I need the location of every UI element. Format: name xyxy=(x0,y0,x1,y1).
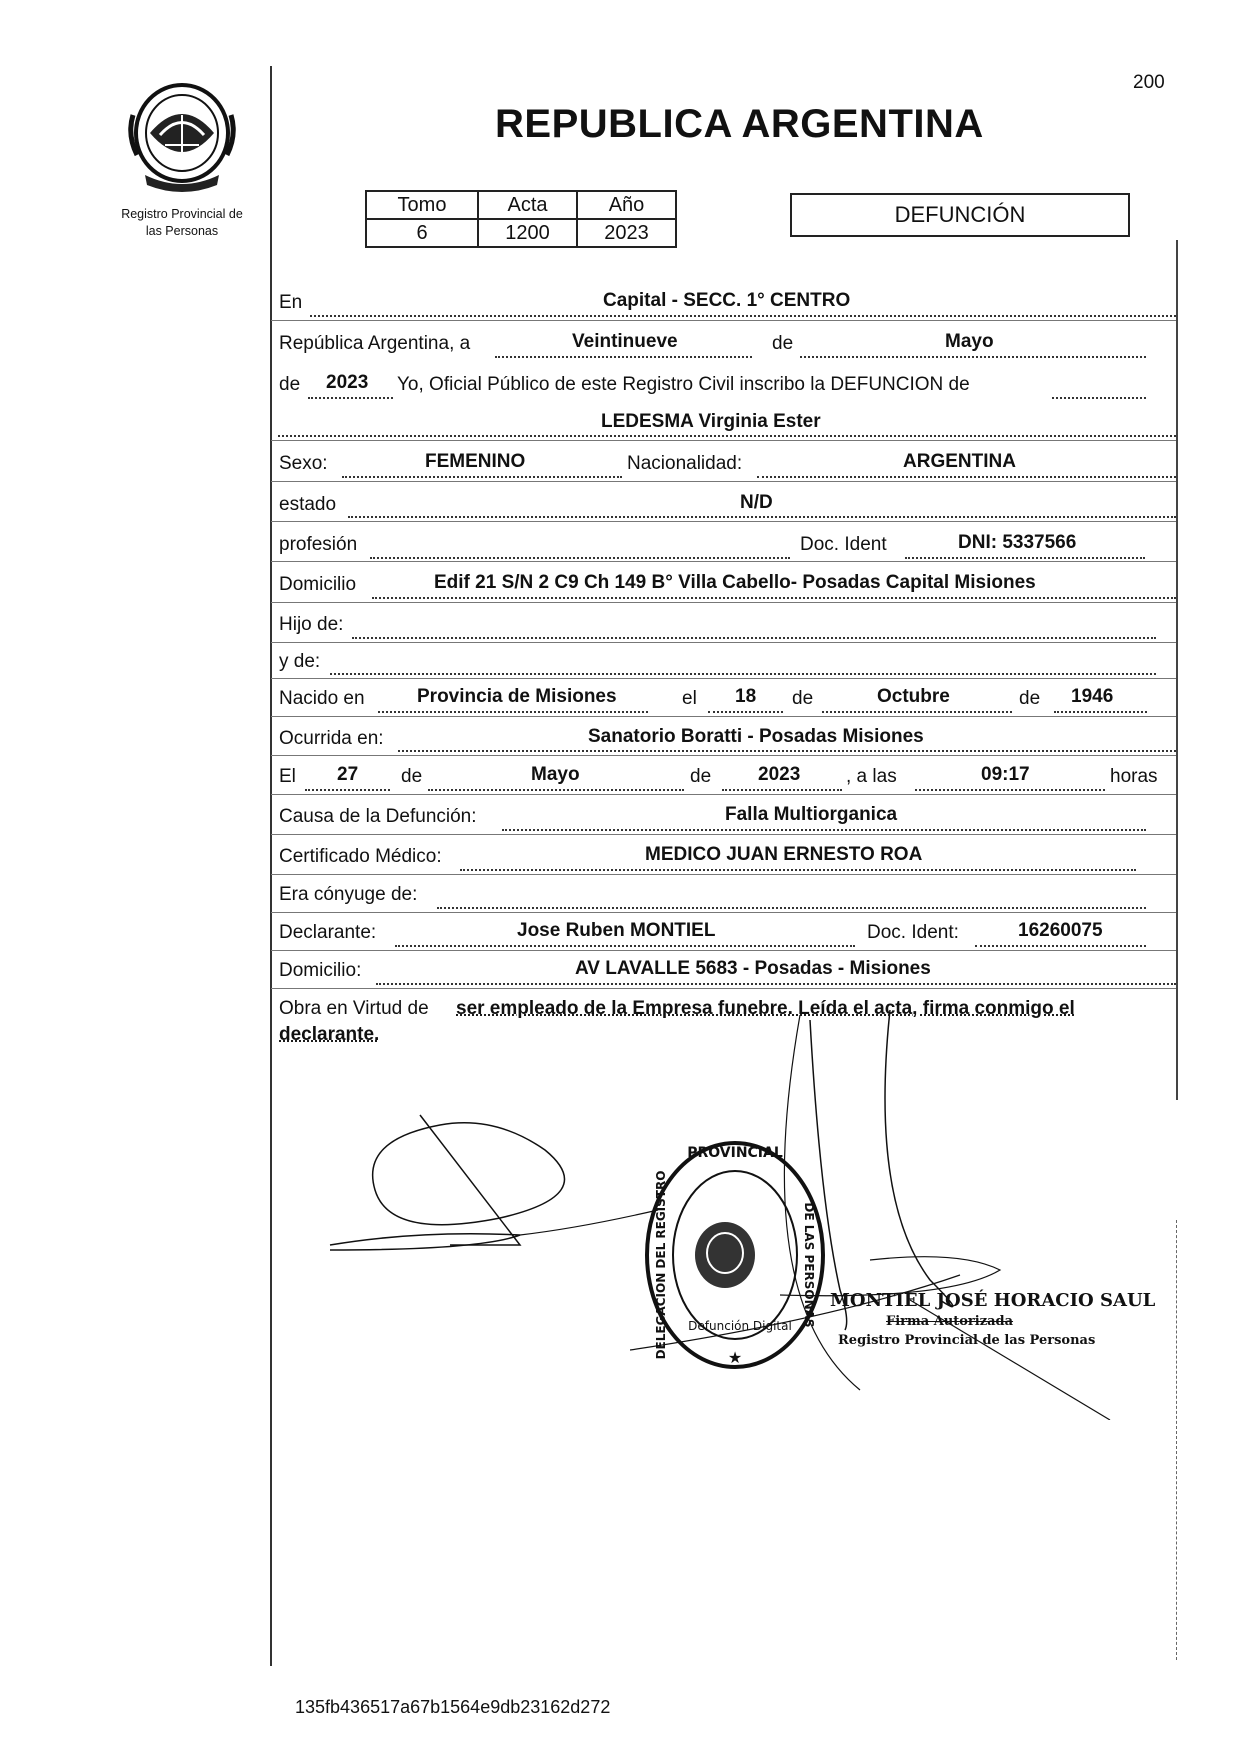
declarante-domicilio-value: AV LAVALLE 5683 - Posadas - Misiones xyxy=(575,958,931,979)
estado-line xyxy=(348,516,1176,518)
month-value: Mayo xyxy=(945,331,994,352)
de-year-label: de xyxy=(279,374,301,395)
nacionalidad-label: Nacionalidad: xyxy=(627,453,743,474)
inscribe-text: Yo, Oficial Público de este Registro Civil inscribo la DEFUNCION de xyxy=(397,374,970,395)
horas-label: horas xyxy=(1110,766,1158,787)
header-tomo: Tomo xyxy=(366,191,478,219)
de-label-3: de xyxy=(1019,688,1041,709)
hijo-label: Hijo de: xyxy=(279,614,344,635)
row-divider xyxy=(271,440,1176,441)
nacido-label: Nacido en xyxy=(279,688,365,709)
sexo-value: FEMENINO xyxy=(425,451,526,472)
year-line xyxy=(308,397,393,399)
profesion-label: profesión xyxy=(279,534,358,555)
estado-label: estado xyxy=(279,494,337,515)
en-label: En xyxy=(279,292,303,313)
sexo-line xyxy=(342,476,622,478)
alas-label: , a las xyxy=(846,766,897,787)
de-label-2: de xyxy=(792,688,814,709)
place-line xyxy=(310,315,1176,317)
row-divider xyxy=(271,794,1176,795)
header-anio: Año xyxy=(577,191,676,219)
month-line xyxy=(800,356,1146,358)
official-role: Firma Autorizada xyxy=(886,1314,1014,1329)
row-divider xyxy=(271,521,1176,522)
certificado-value: MEDICO JUAN ERNESTO ROA xyxy=(645,844,923,865)
row-divider xyxy=(271,874,1176,875)
svg-text:★: ★ xyxy=(727,1350,743,1367)
yde-line xyxy=(330,673,1156,675)
declarante-doc-line xyxy=(975,945,1146,947)
row-divider xyxy=(271,716,1176,717)
row-divider xyxy=(271,678,1176,679)
domicilio2-label: Domicilio: xyxy=(279,960,362,981)
row-divider xyxy=(271,481,1176,482)
republica-label: República Argentina, a xyxy=(279,333,471,354)
year-value: 2023 xyxy=(326,372,369,393)
obra-text: ser empleado de la Empresa funebre. Leída el acta, firma conmigo el xyxy=(456,998,1075,1019)
doc-ident-line xyxy=(905,557,1145,559)
row-divider xyxy=(271,642,1176,643)
row-divider xyxy=(271,834,1176,835)
domicilio-label: Domicilio xyxy=(279,574,357,595)
el-label: el xyxy=(682,688,697,709)
estado-value: N/D xyxy=(740,492,773,513)
svg-text:DE LAS PERSONAS: DE LAS PERSONAS xyxy=(802,1202,816,1328)
official-name: MONTIEL JOSÉ HORACIO SAUL xyxy=(830,1290,1156,1311)
right-margin-line xyxy=(1176,240,1178,1100)
conyuge-label: Era cónyuge de: xyxy=(279,884,418,905)
svg-text:DELEGACION DEL REGISTRO: DELEGACION DEL REGISTRO xyxy=(654,1170,668,1360)
certificado-line xyxy=(460,869,1136,871)
declarante-line xyxy=(395,945,855,947)
row-divider xyxy=(271,988,1176,989)
doc-ident2-label: Doc. Ident: xyxy=(867,922,959,943)
doc-ident-label: Doc. Ident xyxy=(800,534,887,555)
ocurrida-en-value: Sanatorio Boratti - Posadas Misiones xyxy=(588,726,924,747)
ocurrida-label: Ocurrida en: xyxy=(279,728,384,749)
row-divider xyxy=(271,561,1176,562)
birth-month-value: Octubre xyxy=(877,686,950,707)
row-divider xyxy=(271,602,1176,603)
death-year-value: 2023 xyxy=(758,764,801,785)
ocurrida-line xyxy=(398,750,1176,752)
birth-day-value: 18 xyxy=(735,686,757,707)
declarante-signature xyxy=(320,1110,660,1260)
record-type-box: DEFUNCIÓN xyxy=(790,193,1130,237)
death-time-line xyxy=(915,789,1105,791)
registry-caption: Registro Provincial de las Personas xyxy=(121,207,243,238)
obra-label: Obra en Virtud de xyxy=(279,998,429,1019)
de-label-4: de xyxy=(401,766,423,787)
sexo-label: Sexo: xyxy=(279,453,328,474)
provincia-misiones-seal xyxy=(125,75,240,195)
obra-text-2: declarante. xyxy=(279,1024,380,1045)
declarante-domicilio-line xyxy=(376,983,1176,985)
death-year-line xyxy=(722,789,842,791)
row-divider xyxy=(271,755,1176,756)
official-registry: Registro Provincial de las Personas xyxy=(838,1333,1096,1348)
header-acta: Acta xyxy=(478,191,577,219)
page-title: REPUBLICA ARGENTINA xyxy=(495,102,984,146)
domicilio-line xyxy=(372,597,1176,599)
record-table xyxy=(365,190,677,248)
svg-text:PROVINCIAL: PROVINCIAL xyxy=(687,1145,783,1161)
value-tomo: 6 xyxy=(366,219,478,247)
svg-text:Defunción Digital: Defunción Digital xyxy=(688,1319,792,1333)
page-number: 200 xyxy=(1133,72,1165,93)
place-value: Capital - SECC. 1° CENTRO xyxy=(603,290,851,311)
de-label-5: de xyxy=(690,766,712,787)
nacido-line xyxy=(378,711,648,713)
birth-year-value: 1946 xyxy=(1071,686,1114,707)
document-hash: 135fb436517a67b1564e9db23162d272 xyxy=(295,1697,611,1717)
death-day-value: 27 xyxy=(337,764,359,785)
profesion-line xyxy=(370,557,790,559)
row-divider xyxy=(271,320,1176,321)
deceased-name-value: LEDESMA Virginia Ester xyxy=(601,411,821,432)
left-margin-line xyxy=(270,66,272,1666)
record-table-header xyxy=(366,191,676,219)
causa-line xyxy=(502,829,1146,831)
death-day-line xyxy=(305,789,390,791)
birth-year-line xyxy=(1054,711,1147,713)
day-words-value: Veintinueve xyxy=(572,331,678,352)
conyuge-line xyxy=(437,907,1146,909)
domicilio-value: Edif 21 S/N 2 C9 Ch 149 B° Villa Cabello- Posadas Capital Misiones xyxy=(434,572,1036,593)
right-margin-line-lower xyxy=(1176,1220,1177,1660)
row-divider xyxy=(271,950,1176,951)
birth-day-line xyxy=(708,711,783,713)
day-line xyxy=(495,356,752,358)
hijo-line xyxy=(352,637,1156,639)
certificado-label: Certificado Médico: xyxy=(279,846,442,867)
death-month-line xyxy=(428,789,684,791)
official-signature xyxy=(630,1000,1120,1420)
causa-label: Causa de la Defunción: xyxy=(279,806,477,827)
value-anio: 2023 xyxy=(577,219,676,247)
death-month-value: Mayo xyxy=(531,764,580,785)
doc-ident-value: DNI: 5337566 xyxy=(958,532,1077,553)
El-label: El xyxy=(279,766,296,787)
row-divider xyxy=(271,912,1176,913)
value-acta: 1200 xyxy=(478,219,577,247)
nacionalidad-line xyxy=(757,476,1176,478)
causa-value: Falla Multiorganica xyxy=(725,804,898,825)
death-time-value: 09:17 xyxy=(981,764,1030,785)
de-label: de xyxy=(772,333,794,354)
nacido-en-value: Provincia de Misiones xyxy=(417,686,617,707)
declarante-label: Declarante: xyxy=(279,922,377,943)
yde-label: y de: xyxy=(279,651,321,672)
name-line xyxy=(278,435,1176,437)
inscribe-line xyxy=(1052,397,1146,399)
birth-month-line xyxy=(822,711,1012,713)
declarante-value: Jose Ruben MONTIEL xyxy=(517,920,716,941)
record-table-values xyxy=(366,219,676,247)
declarante-doc-value: 16260075 xyxy=(1018,920,1103,941)
nacionalidad-value: ARGENTINA xyxy=(903,451,1016,472)
